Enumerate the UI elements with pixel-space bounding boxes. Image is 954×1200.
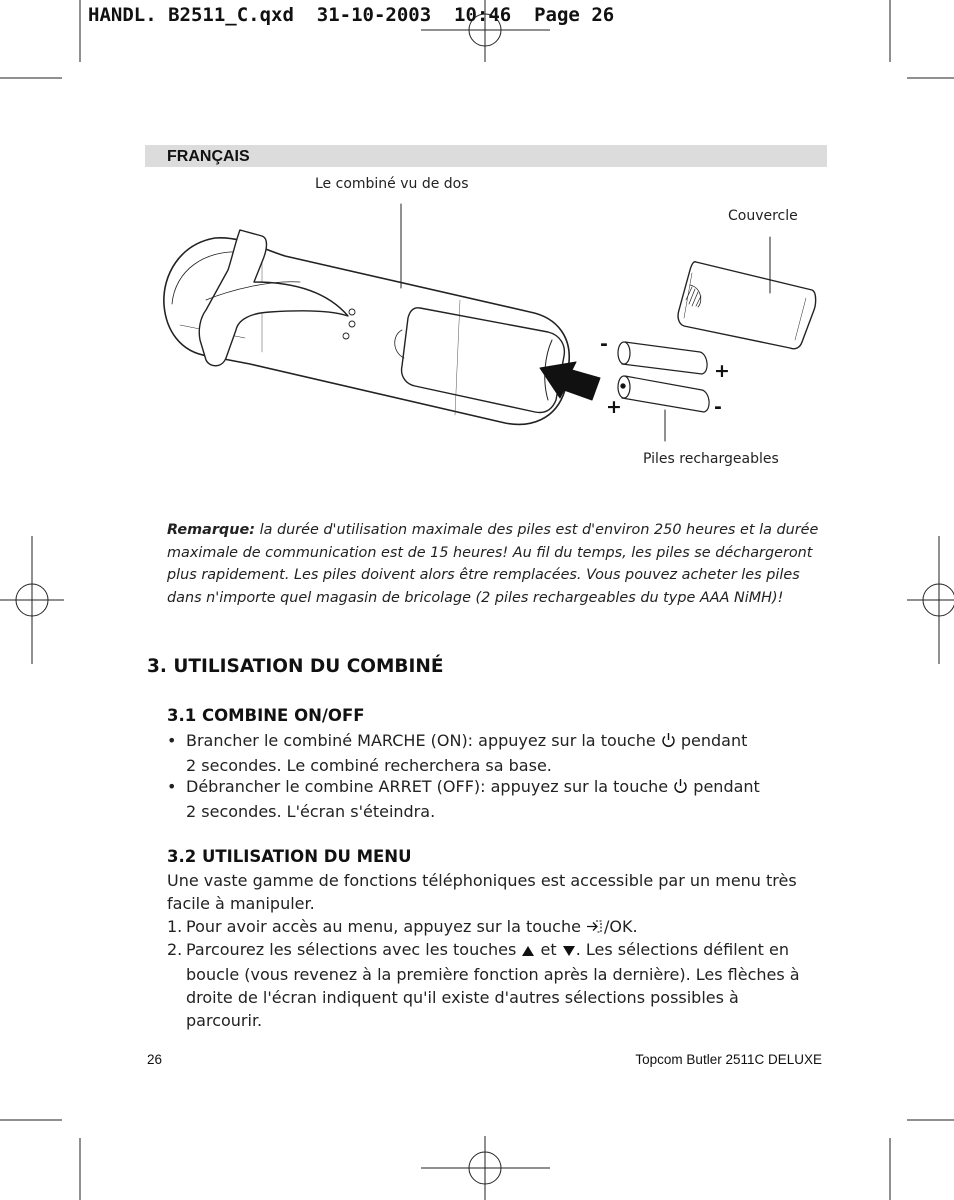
step-text: Parcourez les sélections avec les touches — [186, 940, 522, 959]
numbered-step-1 — [167, 915, 817, 938]
step-number: 2. — [167, 940, 183, 959]
down-arrow-key-icon — [562, 940, 576, 963]
up-arrow-key-icon — [521, 940, 535, 963]
section-heading: 3. UTILISATION DU COMBINÉ — [147, 656, 444, 677]
note-lead: Remarque: — [167, 522, 255, 538]
step-number: 1. — [167, 917, 183, 936]
step-text: et — [535, 940, 562, 959]
battery-note — [167, 519, 827, 609]
insert-arrow-icon — [540, 362, 600, 400]
product-model-footer: Topcom Butler 2511C DELUXE — [635, 1052, 822, 1067]
list-item-text: 2 secondes. Le combiné recherchera sa base. — [186, 756, 552, 775]
list-item-text: pendant — [688, 777, 760, 796]
polarity-plus-top: + — [714, 360, 730, 382]
battery-cover — [678, 262, 816, 349]
step-text: . Les sélections défilent en boucle (vous revenez à la première fonction après la dernière). Les flèches à droite de l'écran indiquent qu'il existe d'autres sélections possibles à parcourir. — [186, 940, 800, 1030]
list-item-text: Débrancher le combine ARRET (OFF): appuyez sur la touche — [186, 777, 674, 796]
handset-body — [164, 230, 569, 424]
list-item-power-on — [167, 729, 807, 775]
handset-battery-illustration — [0, 0, 954, 500]
step-text: /OK. — [604, 917, 638, 936]
page-number: 26 — [147, 1052, 163, 1067]
language-tab-label: FRANÇAIS — [167, 148, 250, 165]
list-item-text: Brancher le combiné MARCHE (ON): appuyez sur la touche — [186, 731, 661, 750]
registration-mark-left — [0, 536, 64, 664]
power-icon — [661, 731, 676, 754]
subsection-heading-on-off: 3.1 COMBINE ON/OFF — [167, 706, 365, 725]
menu-intro-paragraph: Une vaste gamme de fonctions téléphoniques est accessible par un menu très facile à manipuler. — [167, 871, 797, 913]
print-slug-line: HANDL. B2511_C.qxd 31-10-2003 10:46 Page 26 — [88, 4, 615, 26]
registration-mark-right — [907, 536, 954, 664]
menu-key-icon — [586, 917, 604, 940]
battery-top — [618, 342, 707, 374]
registration-mark-bottom — [421, 1136, 550, 1200]
bullet: • — [167, 777, 177, 796]
label-back-view: Le combiné vu de dos — [315, 176, 469, 192]
polarity-minus-top: - — [600, 333, 608, 355]
bullet: • — [167, 731, 177, 750]
power-icon — [673, 777, 688, 800]
polarity-minus-bottom: - — [714, 396, 722, 418]
step-text: Pour avoir accès au menu, appuyez sur la touche — [186, 917, 587, 936]
note-text: la durée d'utilisation maximale des piles est d'environ 250 heures et la durée maximale de communication est de 15 heures! Au fil du temps, les piles se déchargeront plus rapidement. Les piles doivent alors être remplacées. Vous pouvez acheter les piles dans n'importe quel magasin de bricolage (2 piles rechargeables du type AAA NiMH)! — [167, 522, 819, 606]
list-item-text: pendant — [675, 731, 748, 750]
battery-bottom — [618, 376, 709, 412]
subsection-heading-menu: 3.2 UTILISATION DU MENU — [167, 847, 412, 866]
list-item-text: 2 secondes. L'écran s'éteindra. — [186, 802, 436, 821]
list-item-power-off — [167, 775, 807, 821]
label-cover: Couvercle — [728, 208, 798, 224]
label-batteries: Piles rechargeables — [643, 451, 779, 467]
numbered-step-2 — [167, 938, 817, 1030]
polarity-plus-bottom: + — [606, 396, 622, 418]
